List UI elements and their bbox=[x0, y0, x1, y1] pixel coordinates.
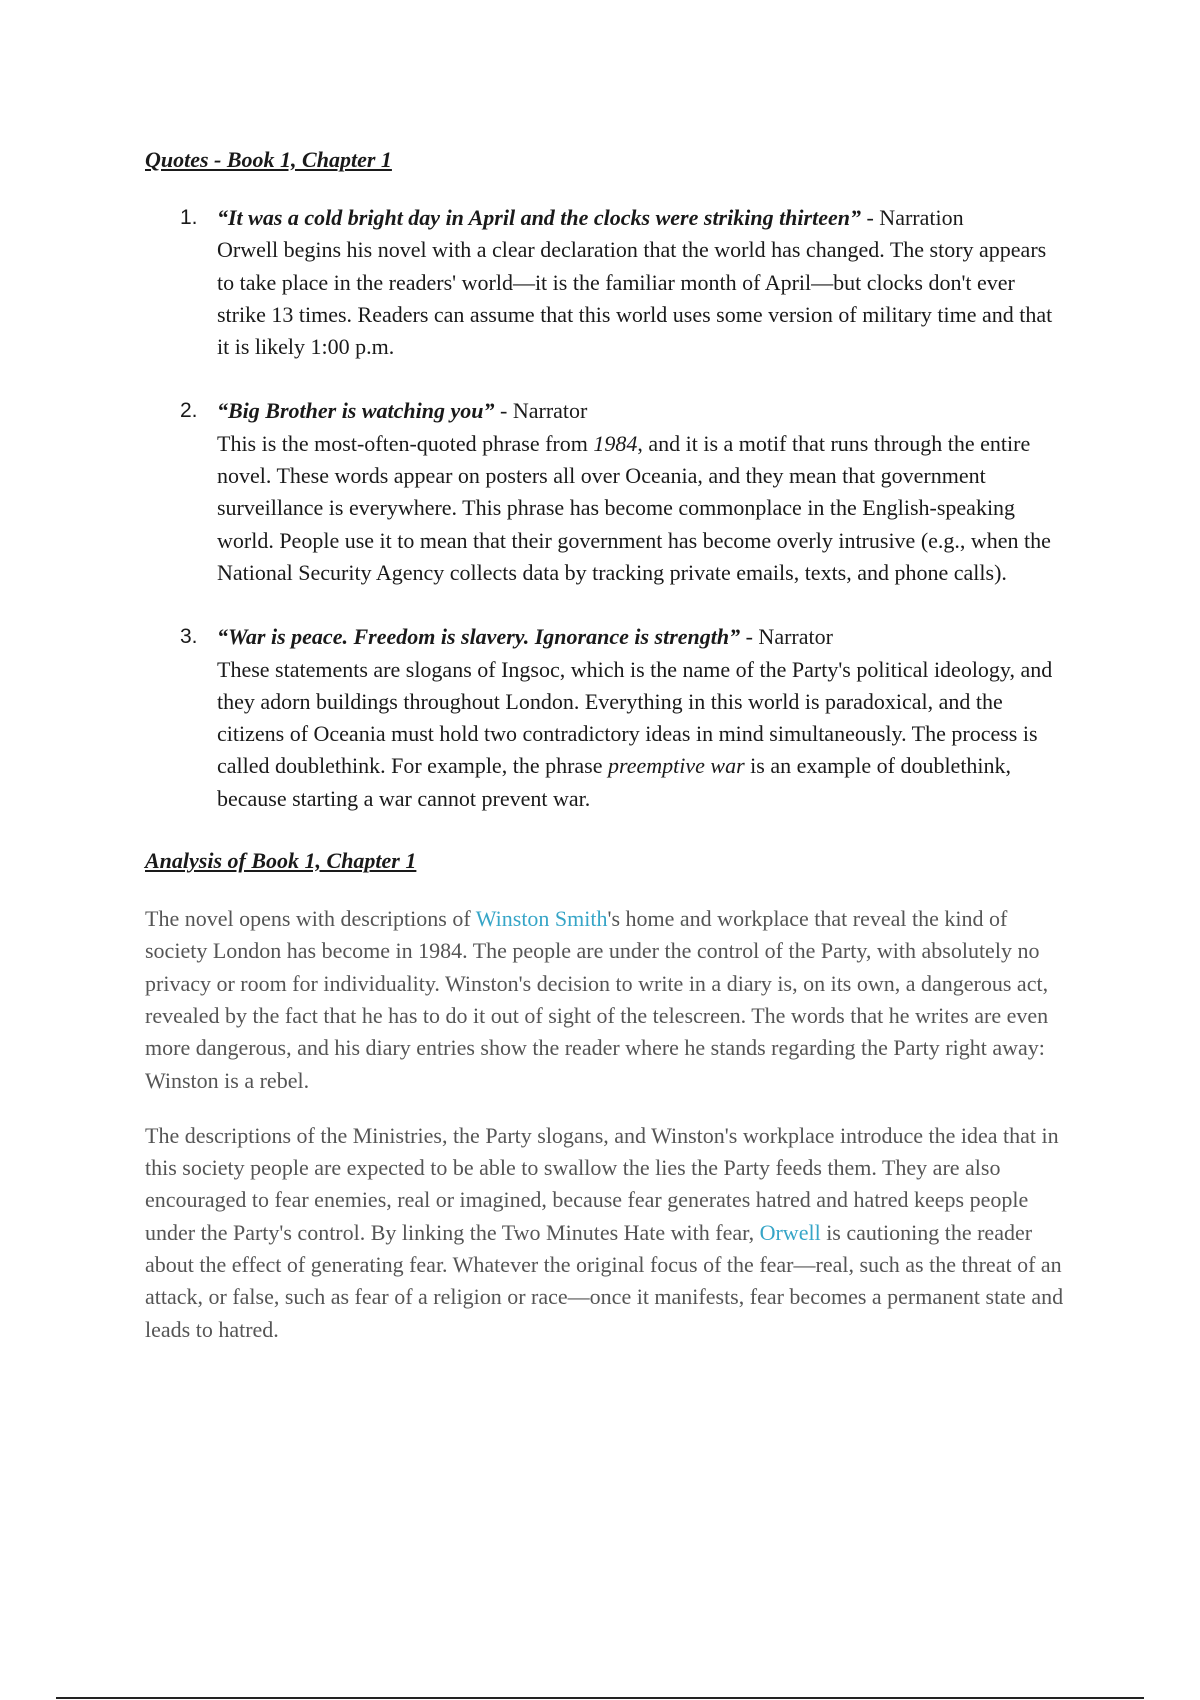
analysis-text-cont: is cautioning the reader about the effect of generating fear. Whatever the original focus of the fear—real, such as the threat of an attack, or false, such as fear of a religion or race—once it manifests, fear becomes a permanent state and leads to hatred. bbox=[145, 1219, 1064, 1342]
quote-item bbox=[145, 395, 1065, 589]
quote-item bbox=[145, 621, 1065, 815]
quote-number: 2. bbox=[180, 399, 198, 423]
quote-explanation: Orwell begins his novel with a clear declaration that the world has changed. The story appears to take place in the readers' world—it is the familiar month of April—but clocks don't ever strike 13 times. Readers can assume that this world uses some version of military time and that it is likely 1:00 p.m. bbox=[217, 237, 1053, 360]
analysis-paragraph bbox=[145, 903, 1065, 1097]
analysis-heading: Analysis of Book 1, Chapter 1 bbox=[145, 848, 417, 874]
quote-explanation-cont: is an example of doublethink, because starting a war cannot prevent war. bbox=[217, 753, 1012, 811]
analysis-paragraph bbox=[145, 1120, 1065, 1346]
quote-speaker: - Narrator bbox=[494, 398, 588, 424]
quote-text: “War is peace. Freedom is slavery. Ignorance is strength” bbox=[217, 624, 741, 650]
quote-number: 1. bbox=[180, 206, 198, 229]
page-bottom-rule bbox=[56, 1697, 1144, 1699]
quote-number: 3. bbox=[180, 625, 198, 649]
document-page bbox=[145, 140, 1065, 1346]
quote-text: “It was a cold bright day in April and the clocks were striking thirteen” bbox=[217, 205, 861, 230]
analysis-text: The descriptions of the Ministries, the Party slogans, and Winston's workplace introduce the idea that in this society people are expected to be able to swallow the lies the Party feeds them. They are also encouraged to fear enemies, real or imagined, because fear generates hatred and hatred keeps people under the Party's control. By linking the Two Minutes Hate with fear, bbox=[145, 1122, 1059, 1245]
quote-explanation: This is the most-often-quoted phrase from bbox=[217, 430, 594, 456]
italic-term: preemptive war bbox=[608, 753, 745, 779]
quote-explanation: These statements are slogans of Ingsoc, which is the name of the Party's political ideology, and they adorn buildings throughout London. Everything in this world is paradoxical, and the citizens of Oceania must hold two contradictory ideas in mind simultaneously. The process is called doublethink. For example, the phrase bbox=[217, 656, 1053, 779]
quotes-list bbox=[145, 202, 1065, 815]
quote-item bbox=[145, 202, 1065, 363]
quotes-heading: Quotes - Book 1, Chapter 1 bbox=[145, 147, 392, 172]
analysis-text-cont: 's home and workplace that reveal the kind of society London has become in 1984. The people are under the control of the Party, with absolutely no privacy or room for individuality. Winston's decision to write in a diary is, on its own, a dangerous act, revealed by the fact that he has to do it out of sight of the telescreen. The words that he writes are even more dangerous, and his diary entries show the reader where he stands regarding the Party right away: Winston is a rebel. bbox=[145, 906, 1049, 1093]
orwell-link[interactable]: Orwell bbox=[759, 1219, 821, 1245]
quote-explanation-cont: , and it is a motif that runs through the entire novel. These words appear on posters all over Oceania, and they mean that government surveillance is everywhere. This phrase has become commonplace in the English-speaking world. People use it to mean that their government has become overly intrusive (e.g., when the National Security Agency collects data by tracking private emails, texts, and phone calls). bbox=[217, 430, 1051, 585]
book-title: 1984 bbox=[593, 430, 638, 456]
analysis-text: The novel opens with descriptions of bbox=[145, 906, 476, 932]
winston-smith-link[interactable]: Winston Smith bbox=[475, 906, 608, 932]
quote-text: “Big Brother is watching you” bbox=[217, 398, 495, 424]
quote-speaker: - Narration bbox=[860, 205, 964, 230]
quote-speaker: - Narrator bbox=[740, 624, 833, 650]
